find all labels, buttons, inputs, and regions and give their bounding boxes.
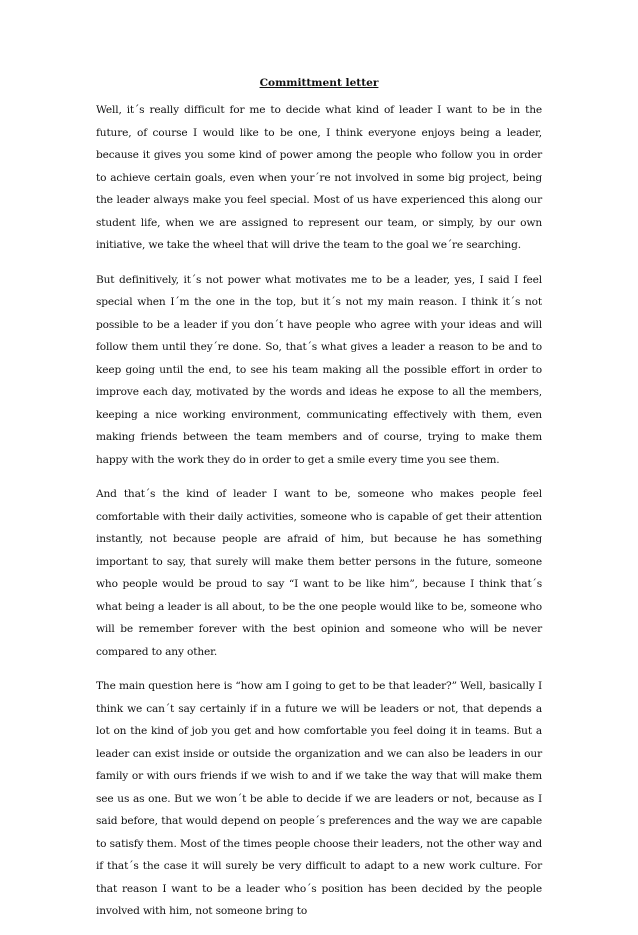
paragraph-3: And that´s the kind of leader I want to be, someone who makes people feel comfortable with their daily activities, someone who is capable of get their attention instantly, not because people are afraid of him, but because he has something important to say, that surely will make them better persons in the future, someone who people would be proud to say “I want to be like him”, because I think that´s what being a leader is all about, to be the one people would like to be, someone who will be remember forever with the best opinion and someone who will be never compared to any other.: [96, 488, 542, 658]
document-title: Committment letter: [259, 77, 379, 89]
document-body: [96, 99, 542, 935]
paragraph-2: But definitively, it´s not power what motivates me to be a leader, yes, I said I feel special when I´m the one in the top, but it´s not my main reason. I think it´s not possible to be a leader if you don´t have people who agree with your ideas and will follow them until they´re done. So, that´s what gives a leader a reason to be and to keep going until the end, to see his team making all the possible effort in order to improve each day, motivated by the words and ideas he expose to all the members, keeping a nice working environment, communicating effectively with them, even making friends between the team members and of course, trying to make them happy with the work they do in order to get a smile every time you see them.: [96, 273, 542, 466]
paragraph-4: The main question here is “how am I going to get to be that leader?” Well, basically I think we can´t say certainly if in a future we will be leaders or not, that depends a lot on the kind of job you get and how comfortable you feel doing it in teams. But a leader can exist inside or outside the organization and we can also be leaders in our family or with ours friends if we wish to and if we take the way that will make them see us as one. But we won´t be able to decide if we are leaders or not, because as I said before, that would depend on people´s preferences and the way we are capable to satisfy them. Most of the times people choose their leaders, not the other way and if that´s the case it will surely be very difficult to adapt to a new work culture. For that reason I want to be a leader who´s position has been decided by the people involved with him, not someone bring to: [96, 680, 542, 917]
paragraph-1: Well, it´s really difficult for me to decide what kind of leader I want to be in the future, of course I would like to be one, I think everyone enjoys being a leader, because it gives you some kind of power among the people who follow you in order to achieve certain goals, even when your´re not involved in some big project, being the leader always make you feel special. Most of us have experienced this along our student life, when we are assigned to represent our team, or simply, by our own initiative, we take the wheel that will drive the team to the goal we´re searching.: [96, 104, 542, 251]
